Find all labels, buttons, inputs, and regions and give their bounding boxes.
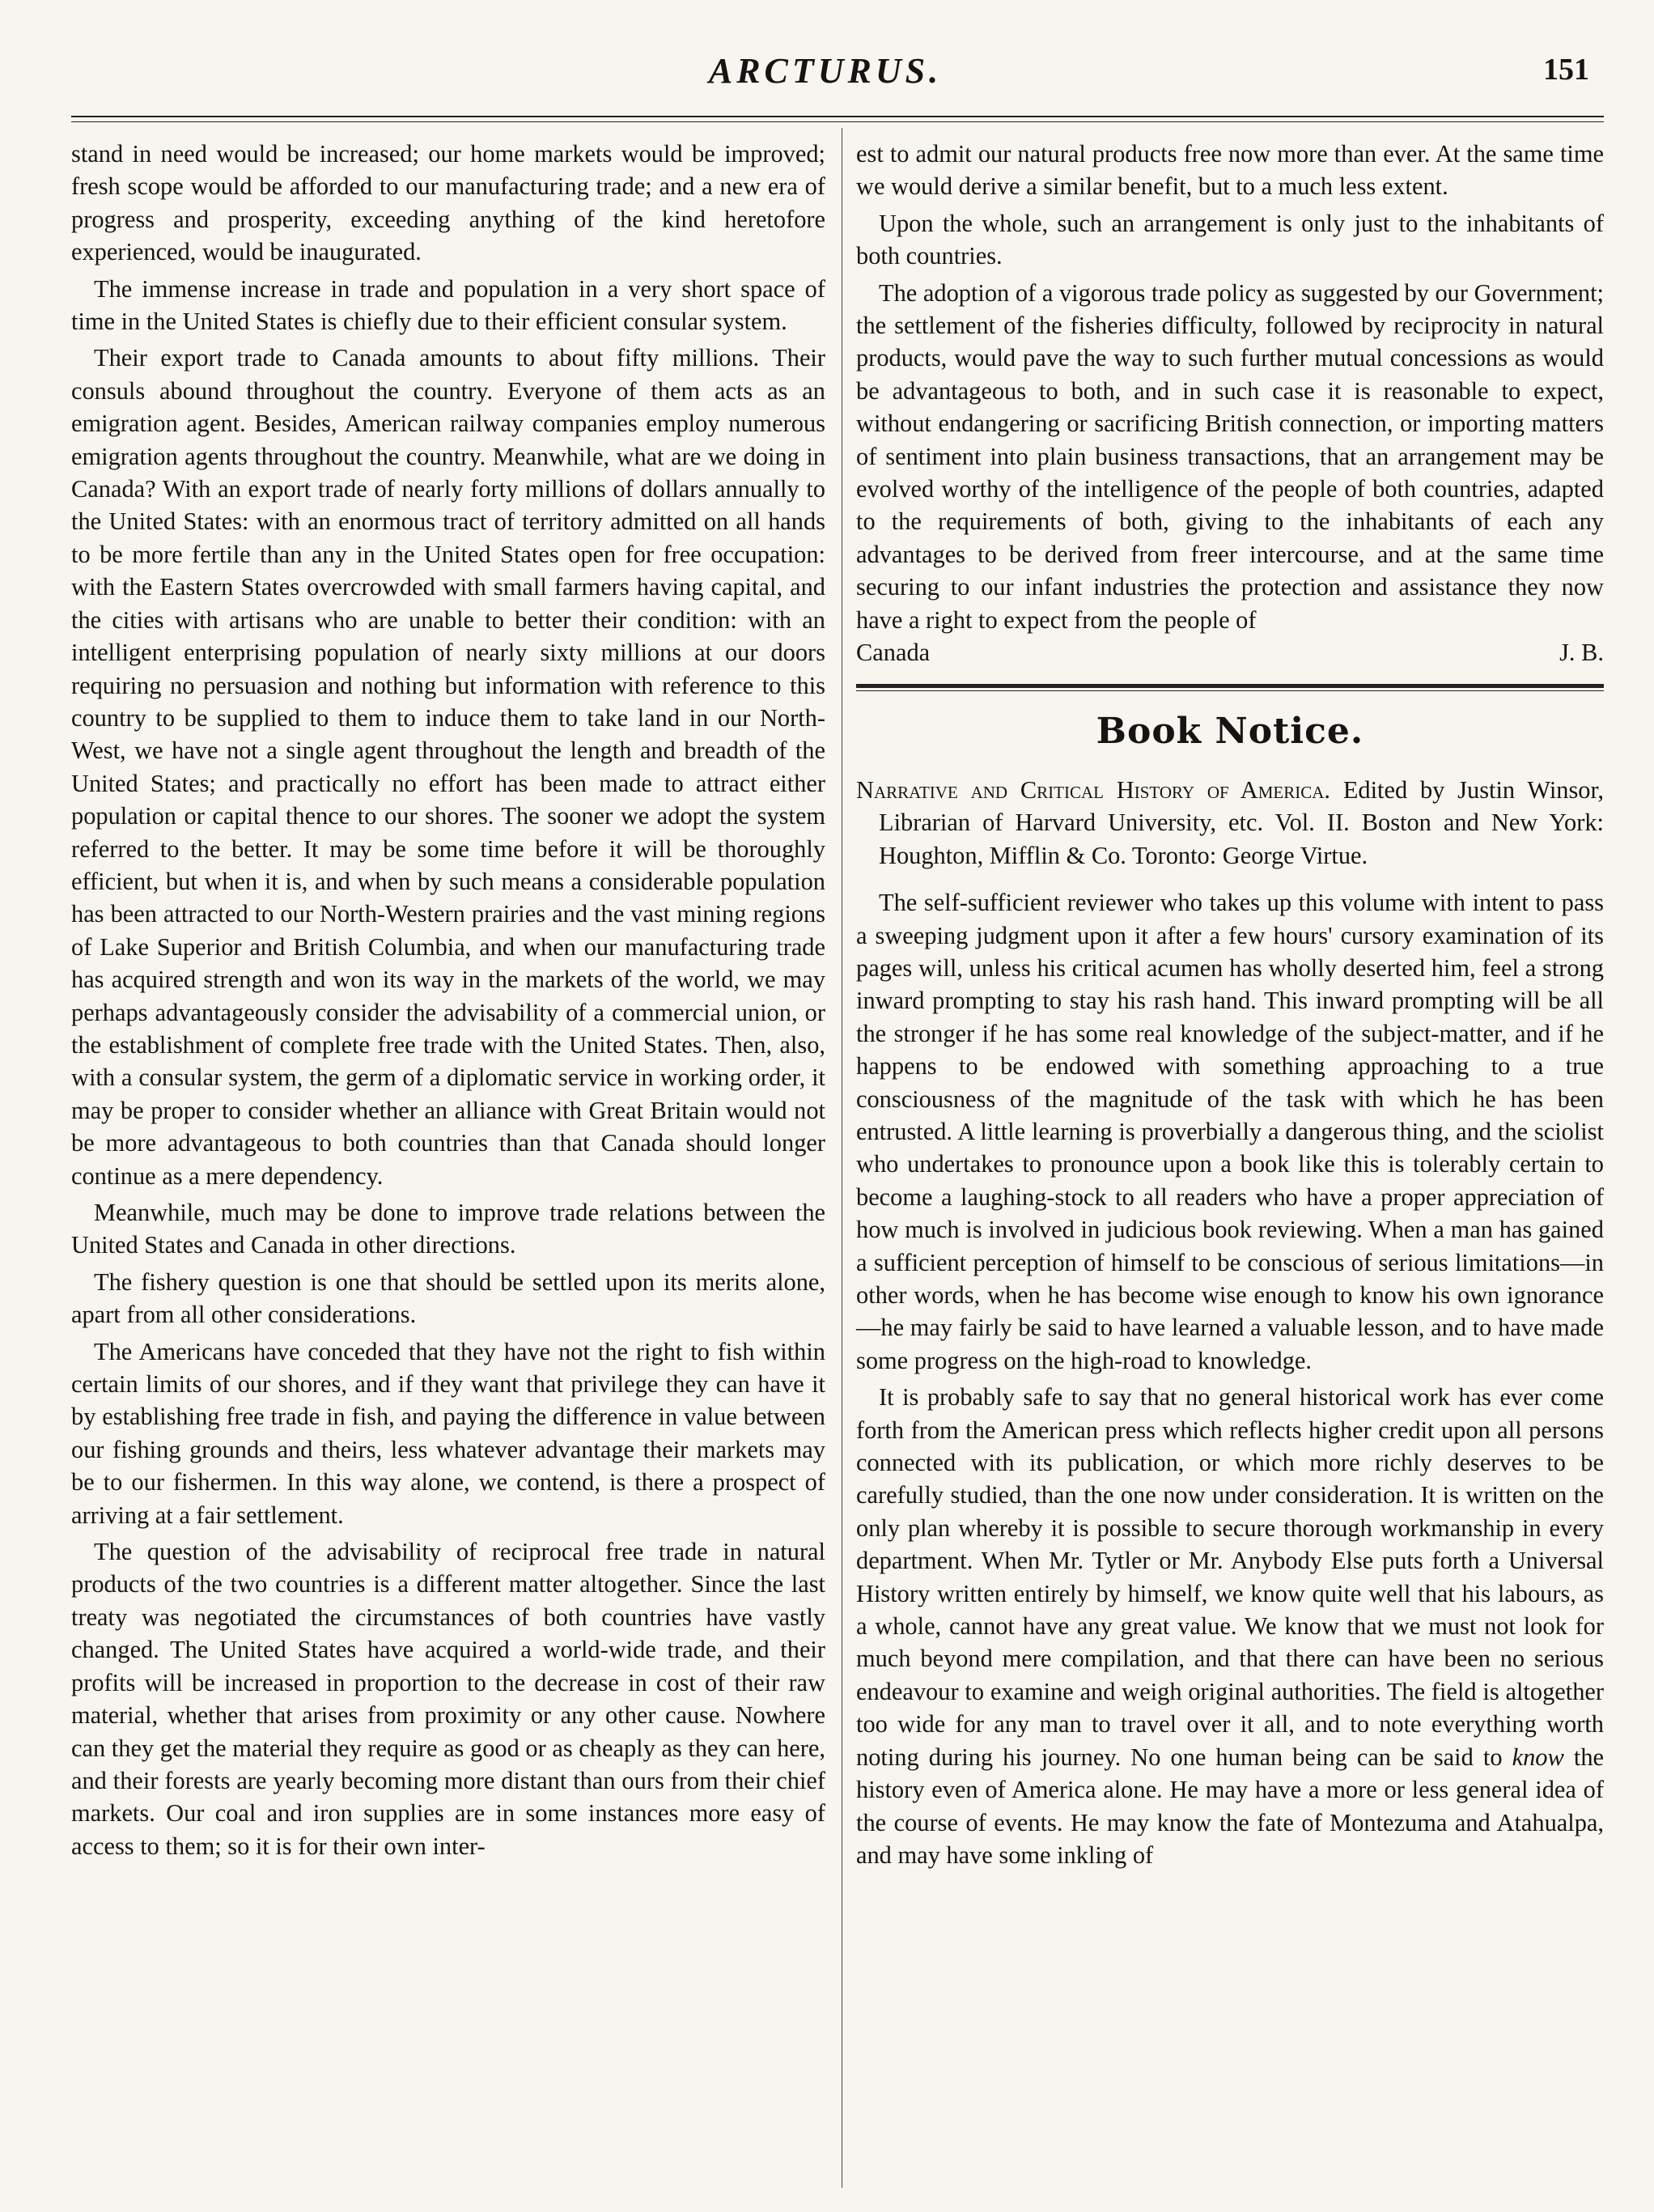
header-rule bbox=[71, 116, 1604, 117]
page-number: 151 bbox=[1543, 53, 1589, 87]
paragraph: Upon the whole, such an arrangement is only just to the inhabitants of both countries. bbox=[856, 209, 1604, 270]
review-paragraph bbox=[856, 1381, 1604, 1871]
running-title: ARCTURUS. bbox=[708, 51, 943, 91]
paragraph: Meanwhile, much may be done to improve trade relations between the United States and Canada in other directions. bbox=[71, 1199, 825, 1259]
review-text: It is probably safe to say that no general historical work has ever come forth from the American press which reflects higher credit upon all persons connected with its publication, or which more richly deserves to be carefully studied, than the one now under consideration. It is written on the only plan whereby it is possible to secure thorough workmanship in every department. When Mr. Tytler or Mr. Anybody Else puts forth a Universal History written entirely by himself, we know quite well that his labours, as a whole, cannot have any great value. We know that we must not look for much beyond mere compilation, and that there can have been no serious endeavour to examine and weigh original authorities. The field is altogether too wide for any man to travel over it all, and to note everything worth noting during his journey. No one human being can be said to bbox=[856, 1383, 1604, 1771]
paragraph: The Americans have conceded that they have not the right to fish within certain limits of our shores, and if they want that privilege they can have it by establishing free trade in fish, and paying the difference in value between our fishing grounds and theirs, less whatever advantage their markets may be to our fishermen. In this way alone, we contend, is there a prospect of arriving at a fair settlement. bbox=[71, 1337, 825, 1529]
closing-line bbox=[856, 636, 1604, 669]
book-title: Narrative and Critical History of America. bbox=[856, 775, 1331, 804]
paragraph: The fishery question is one that should be settled upon its merits alone, apart from all other considerations. bbox=[71, 1267, 825, 1329]
page-header bbox=[0, 49, 1654, 105]
closing-word: Canada bbox=[856, 639, 931, 667]
section-title: Book Notice. bbox=[1096, 710, 1364, 752]
review-paragraph: The self-sufficient reviewer who takes up this volume with intent to pass a sweeping judgment upon it after a few hours' cursory examination of its pages will, unless his critical acumen has wholly deserted him, feel a strong inward prompting to stay his rash hand. This inward prompting will be all the stronger if he has some real knowledge of the subject-matter, and if he happens to be endowed with something approaching to a true consciousness of the magnitude of the task with which he has been entrusted. A little learning is proverbially a dangerous thing, and the sciolist who undertakes to pronounce upon a book like this is tolerably certain to become a laughing-stock to all readers who have a proper appreciation of how much is involved in judicious book reviewing. When a man has gained a sufficient perception of himself to be conscious of serious limitations—in other words, when he has become wise enough to know his own ignorance—he may fairly be said to have learned a valuable lesson, and to have made some progress on the high-road to knowledge. bbox=[856, 889, 1604, 1374]
left-column bbox=[71, 138, 825, 1866]
section-rule bbox=[856, 684, 1604, 688]
review-text: the history even of America alone. He may have a more or less general idea of the course of events. He may know the fate of Montezuma and Atahualpa, and may have some inkling of bbox=[856, 1743, 1605, 1869]
section-rule-thin bbox=[856, 690, 1604, 691]
right-column bbox=[856, 138, 1604, 1875]
emphasis-word: know bbox=[1512, 1743, 1564, 1771]
paragraph: stand in need would be increased; our home markets would be improved; fresh scope would be afforded to our manufacturing trade; and a new era of progress and prosperity, exceeding anything of the kind heretofore experienced, would be inaugurated. bbox=[71, 140, 825, 266]
book-details: Edited by Justin Winsor, Librarian of Harvard University, etc. Vol. II. Boston and New York: Houghton, Mifflin & Co. Toronto: George Virtue. bbox=[879, 775, 1604, 869]
paragraph: The question of the advisability of reciprocal free trade in natural products of the two countries is a different matter altogether. Since the last treaty was negotiated the circumstances of both countries have vastly changed. The United States have acquired a world-wide trade, and their profits will be increased in proportion to the decrease in cost of their raw material, whether that arises from proximity or any other cause. Nowhere can they get the material they require as good or as cheaply as they can here, and their forests are yearly becoming more distant than ours from their chief markets. Our coal and iron supplies are in some instances more easy of access to them; so it is for their own inter- bbox=[71, 1538, 825, 1860]
signature: J. B. bbox=[1559, 639, 1604, 667]
header-rule-thin bbox=[71, 121, 1604, 122]
paragraph: The immense increase in trade and population in a very short space of time in the United States is chiefly due to their efficient consular system. bbox=[71, 274, 825, 336]
paragraph: Their export trade to Canada amounts to about fifty millions. Their consuls abound throughout the country. Everyone of them acts as an emigration agent. Besides, American railway companies employ numerous emigration agents throughout the country. Meanwhile, what are we doing in Canada? With an export trade of nearly forty millions of dollars annually to the United States: with an enormous tract of territory admitted on all hands to be more fertile than any in the United States open for free occupation: with the Eastern States overcrowded with small farmers having capital, and the cities with artisans who are unable to better their condition: with an intelligent enterprising population of nearly sixty millions at our doors requiring no persuasion and nothing but information with reference to this country to be supplied to them to induce them to take land in our North-West, we have not a single agent throughout the length and breadth of the United States; and practically no effort has been made to attract either population or capital thence to our shores. The sooner we adopt the system referred to the better. It may be some time before it will be thoroughly efficient, but when it is, and when by such means a considerable population has been attracted to our North-Western prairies and the vast mining regions of Lake Superior and British Columbia, and when our manufacturing trade has acquired strength and won its way in the markets of the world, we may perhaps advantageously consider the advisability of a commercial union, or the establishment of complete free trade with the United States. Then, also, with a consular system, the germ of a diplomatic service in working order, it may be proper to consider whether an alliance with Great Britain would not be more advantageous to both countries than that Canada should longer continue as a mere dependency. bbox=[71, 344, 825, 1190]
paragraph: est to admit our natural products free now more than ever. At the same time we would derive a similar benefit, but to a much less extent. bbox=[856, 140, 1604, 201]
paragraph: The adoption of a vigorous trade policy as suggested by our Government; the settlement of the fisheries difficulty, followed by reciprocity in natural products, would pave the way to such further mutual concessions as would be advantageous to both, and in such case it is reasonable to expect, without endangering or sacrificing British connection, or importing matters of sentiment into plain business transactions, that an arrangement may be evolved worthy of the intelligence of the people of both countries, adapted to the requirements of both, giving to the inhabitants of each any advantages to be derived from freer intercourse, and at the same time securing to our infant industries the protection and assistance they now have a right to expect from the people of bbox=[856, 278, 1604, 634]
book-citation bbox=[856, 774, 1604, 872]
